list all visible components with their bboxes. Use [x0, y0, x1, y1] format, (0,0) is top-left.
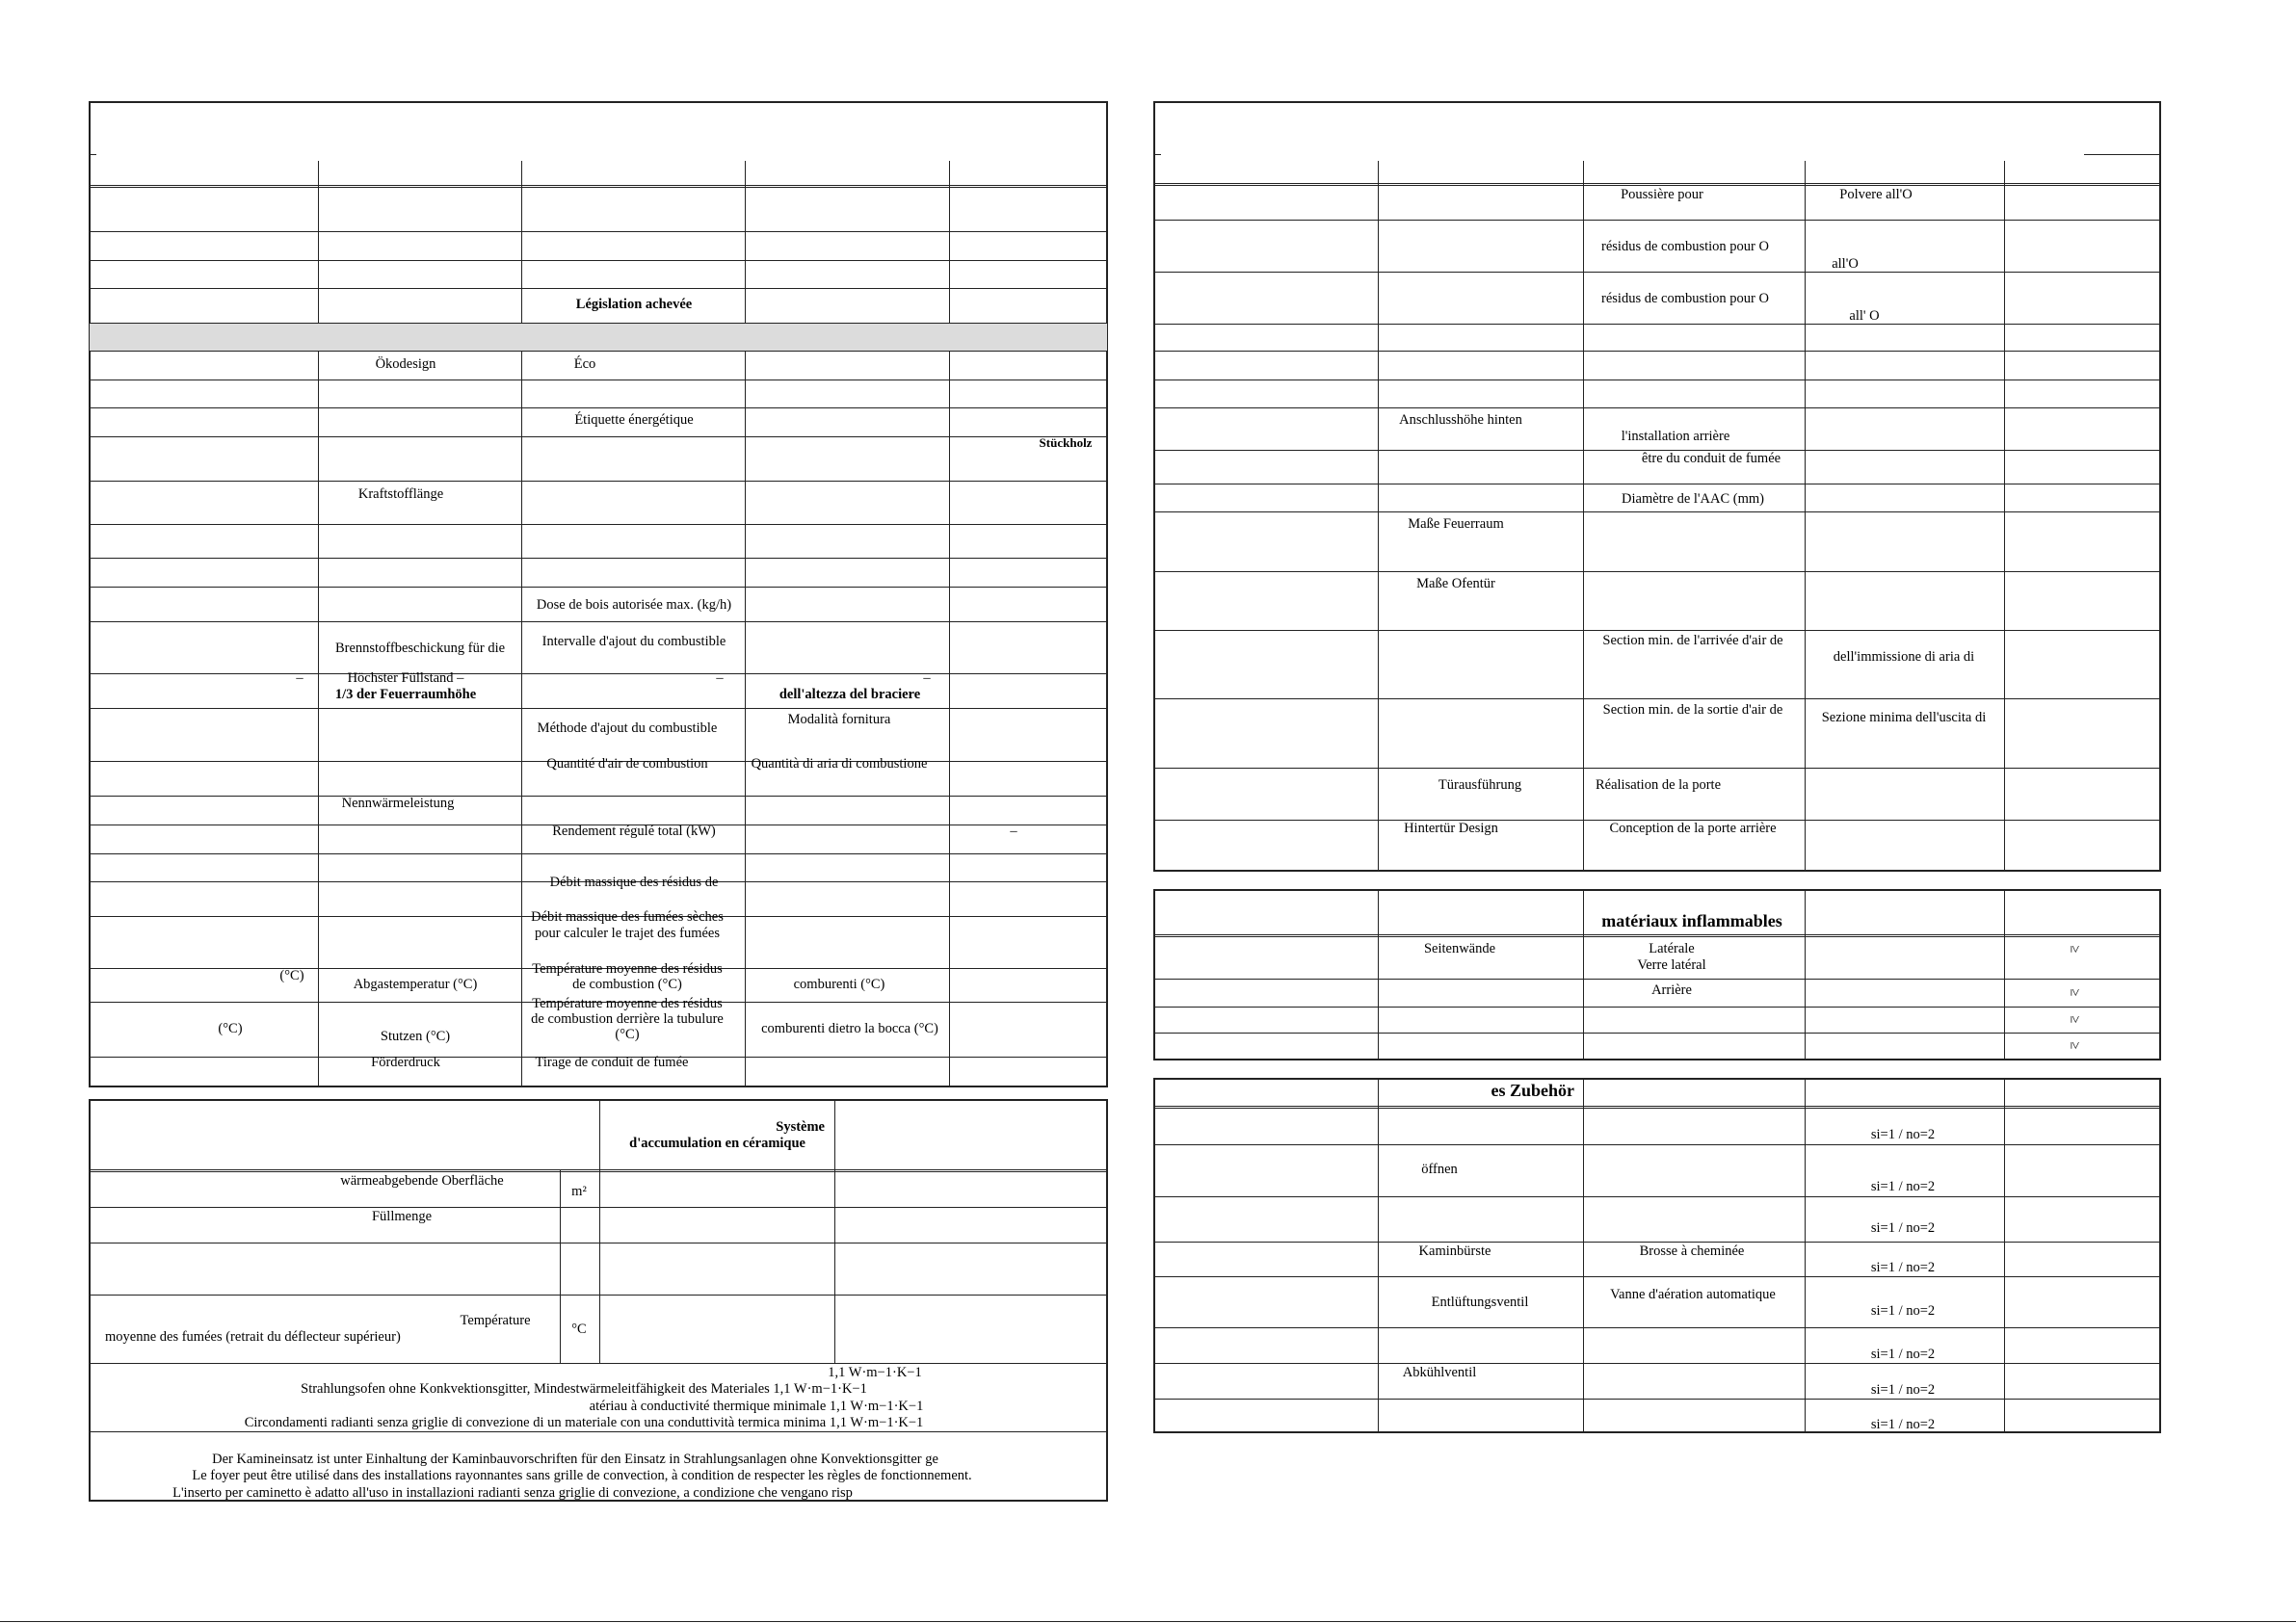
row-divider	[1153, 934, 2161, 937]
col-divider	[1583, 889, 1584, 1060]
row-divider	[89, 708, 1108, 709]
col-divider	[834, 1099, 835, 1363]
row-divider	[1153, 979, 2161, 980]
yes-no-option: si=1 / no=2	[1870, 1127, 1936, 1142]
legislation-label: Législation achevée	[575, 297, 693, 312]
row-divider	[1153, 698, 2161, 699]
systeme-line2: d'accumulation en céramique	[629, 1136, 805, 1151]
kraftstofflange-label: Kraftstofflänge	[357, 486, 444, 502]
temp-moy-line1: Température moyenne des résidus	[532, 961, 723, 977]
row-divider	[89, 1431, 1108, 1432]
systeme-line1: Système	[776, 1119, 825, 1135]
stutzen-label: Stutzen (°C)	[380, 1029, 451, 1044]
unit-celsius: °C	[571, 1322, 587, 1337]
col-divider	[599, 1170, 600, 1363]
conception-label: Conception de la porte arrière	[1609, 821, 1777, 836]
row-divider	[89, 323, 1108, 324]
row-divider	[89, 1363, 1108, 1364]
ge-symbol: ≥	[2067, 945, 2083, 954]
left-bottom-table	[89, 1099, 1108, 1502]
temp-moy2-line2: de combustion derrière la tubulure	[531, 1011, 724, 1027]
col-divider	[318, 161, 319, 1087]
temp-moy2-line3: (°C)	[615, 1027, 640, 1042]
sezione-uscita-label: Sezione minima dell'uscita di	[1821, 710, 1987, 725]
temperature-label: Température	[460, 1313, 531, 1328]
yes-no-option: si=1 / no=2	[1870, 1179, 1936, 1194]
row-divider	[89, 407, 1108, 408]
kaminburste-label: Kaminbürste	[1418, 1243, 1491, 1259]
row-divider	[89, 673, 1108, 674]
debit-fumees-line2: pour calculer le trajet des fumées	[534, 926, 721, 941]
dash: –	[923, 670, 931, 686]
row-divider	[1153, 407, 2161, 408]
row-divider	[1153, 1327, 2161, 1328]
ge-symbol: ≥	[2067, 988, 2083, 997]
row-divider	[1153, 1106, 2161, 1109]
row-divider	[1153, 220, 2161, 221]
ge-symbol: ≥	[2067, 1041, 2083, 1050]
offnen-label: öffnen	[1421, 1162, 1458, 1177]
turausfuhrung-label: Türausführung	[1438, 777, 1522, 793]
laterale-label: Latérale	[1649, 941, 1695, 956]
masse-ofentur-label: Maße Ofentür	[1416, 576, 1495, 591]
dash: –	[1010, 824, 1017, 839]
all-o-label: all'O	[1832, 256, 1859, 272]
row-divider	[1153, 768, 2161, 769]
okodesign-label: Ökodesign	[375, 356, 436, 372]
col-divider	[1378, 1078, 1379, 1433]
brennstoff-label: Brennstoffbeschickung für die	[334, 641, 506, 656]
forderdruck-label: Förderdruck	[371, 1055, 440, 1070]
temp-moy-line2: de combustion (°C)	[572, 977, 682, 992]
moyenne-label: moyenne des fumées (retrait du déflecteur supérieur)	[105, 1329, 401, 1345]
row-divider	[89, 231, 1108, 232]
abgastemp-label: Abgastemperatur (°C)	[353, 977, 478, 992]
entluftung-label: Entlüftungsventil	[1431, 1295, 1529, 1310]
row-divider	[89, 558, 1108, 559]
footer-line1: Der Kamineinsatz ist unter Einhaltung der Kaminbauvorschriften für den Einsatz in Strahlungsanlagen ohne Konvektionsgitter ge	[212, 1452, 938, 1467]
eco-label: Éco	[573, 356, 596, 372]
col-divider	[599, 1099, 600, 1170]
yes-no-option: si=1 / no=2	[1870, 1220, 1936, 1236]
row-divider	[1153, 1363, 2161, 1364]
methode-label: Méthode d'ajout du combustible	[537, 720, 718, 736]
row-divider	[89, 481, 1108, 482]
row-divider	[89, 436, 1108, 437]
row-divider	[1153, 1144, 2161, 1145]
col-divider	[560, 1170, 561, 1363]
row-divider	[89, 587, 1108, 588]
etiquette-label: Étiquette énergétique	[574, 412, 694, 428]
row-divider	[89, 260, 1108, 261]
realisation-label: Réalisation de la porte	[1595, 777, 1722, 793]
etre-conduit-label: être du conduit de fumée	[1641, 451, 1781, 466]
col-divider	[1805, 889, 1806, 1060]
col-divider	[1805, 1078, 1806, 1433]
col-divider	[1378, 161, 1379, 872]
yes-no-option: si=1 / no=2	[1870, 1347, 1936, 1362]
row-divider	[89, 1169, 1108, 1172]
col-divider	[1583, 1078, 1584, 1433]
brosse-label: Brosse à cheminée	[1639, 1243, 1745, 1259]
arriere-label: Arrière	[1651, 982, 1692, 998]
col-divider	[2004, 889, 2005, 1060]
quantite-air-label: Quantité d'air de combustion	[546, 756, 708, 772]
fullmenge-label: Füllmenge	[371, 1209, 433, 1224]
hochster-line2: 1/3 der Feuerraumhöhe	[334, 687, 477, 702]
row-divider	[1153, 351, 2161, 352]
row-divider	[89, 853, 1108, 854]
tirage-label: Tirage de conduit de fumée	[535, 1055, 689, 1070]
row-divider	[1153, 272, 2161, 273]
col-divider	[2004, 161, 2005, 872]
comburenti-label: comburenti (°C)	[793, 977, 885, 992]
row-divider	[1153, 1196, 2161, 1197]
note-line2: Strahlungsofen ohne Konkvektionsgitter, Mindestwärmeleitfähigkeit des Materiales 1,1 W·m−1·K−1	[301, 1381, 867, 1397]
note-line3: atériau à conductivité thermique minimale 1,1 W·m−1·K−1	[589, 1399, 924, 1414]
yes-no-option: si=1 / no=2	[1870, 1382, 1936, 1398]
materiaux-heading: matériaux inflammables	[1601, 911, 1782, 930]
col-divider	[1805, 161, 1806, 872]
residus-label: résidus de combustion pour O	[1601, 239, 1769, 254]
dash: –	[296, 670, 303, 686]
section-sortie-label: Section min. de la sortie d'air de	[1602, 702, 1783, 718]
section-arrivee-label: Section min. de l'arrivée d'air de	[1602, 633, 1783, 648]
dose-bois-label: Dose de bois autorisée max. (kg/h)	[536, 597, 732, 613]
row-divider	[89, 154, 96, 155]
ge-symbol: ≥	[2067, 1015, 2083, 1024]
immissione-label: dell'immissione di aria di	[1833, 649, 1975, 665]
installation-label: l'installation arrière	[1621, 429, 1730, 444]
row-divider	[89, 351, 1108, 352]
row-divider	[89, 1207, 1108, 1208]
row-divider	[1153, 1399, 2161, 1400]
temp-moy2-line1: Température moyenne des résidus	[532, 996, 723, 1011]
col-divider	[521, 161, 522, 1087]
row-divider	[89, 524, 1108, 525]
note-line4: Circondamenti radianti senza griglie di convezione di un materiale con una conduttività termica minima 1,1 W·m−1·K−1	[244, 1415, 924, 1430]
unit-m2: m²	[571, 1184, 587, 1199]
residus-label: résidus de combustion pour O	[1601, 291, 1769, 306]
diametre-label: Diamètre de l'AAC (mm)	[1622, 491, 1764, 507]
comburenti-dietro-label: comburenti dietro la bocca (°C)	[761, 1021, 938, 1036]
modalita-label: Modalità fornitura	[787, 712, 891, 727]
nennwarme-label: Nennwärmeleistung	[341, 796, 455, 811]
col-divider	[949, 161, 950, 1087]
braciere-label: dell'altezza del braciere	[779, 687, 921, 702]
footer-line3: L'inserto per caminetto è adatto all'uso in installazioni radianti senza griglie di convezione, a condizione che vengano risp	[172, 1485, 853, 1501]
row-divider	[89, 185, 1108, 188]
anschluss-label: Anschlusshöhe hinten	[1399, 412, 1522, 428]
yes-no-option: si=1 / no=2	[1870, 1260, 1936, 1275]
unit-celsius: (°C)	[218, 1021, 243, 1036]
all-o-label: all' O	[1849, 308, 1880, 324]
row-divider	[89, 288, 1108, 289]
row-divider	[1153, 1007, 2161, 1008]
right-top-table	[1153, 101, 2161, 872]
row-divider	[1153, 324, 2161, 325]
polvere-label: Polvere all'O	[1839, 187, 1913, 202]
abkuhl-label: Abkühlventil	[1402, 1365, 1477, 1380]
footer-line2: Le foyer peut être utilisé dans des installations rayonnantes sans grille de convection, à condition de respecter les règles de fonctionnement.	[192, 1468, 972, 1483]
col-divider	[1583, 161, 1584, 872]
row-divider	[1153, 1033, 2161, 1034]
warmeabgebende-label: wärmeabgebende Oberfläche	[340, 1173, 504, 1189]
debit-residus-label: Débit massique des résidus de	[549, 875, 719, 890]
zubehor-heading: es Zubehör	[1491, 1081, 1574, 1100]
quantita-aria-label: Quantità di aria di combustione	[751, 756, 928, 772]
row-divider	[1153, 183, 2161, 186]
intervalle-label: Intervalle d'ajout du combustible	[541, 634, 726, 649]
row-divider	[89, 1295, 1108, 1296]
note-line1: 1,1 W·m−1·K−1	[828, 1365, 922, 1380]
yes-no-option: si=1 / no=2	[1870, 1417, 1936, 1432]
masse-feuerraum-label: Maße Feuerraum	[1408, 516, 1504, 532]
col-divider	[745, 161, 746, 1087]
row-divider	[1153, 630, 2161, 631]
row-divider	[1153, 571, 2161, 572]
hintertur-label: Hintertür Design	[1404, 821, 1498, 836]
row-divider	[1153, 154, 1161, 155]
debit-fumees-line1: Débit massique des fumées sèches	[531, 909, 724, 925]
stuckholz-label: Stückholz	[1039, 435, 1093, 450]
yes-no-option: si=1 / no=2	[1870, 1303, 1936, 1319]
row-divider	[1153, 1242, 2161, 1243]
hochster-line1: Höchster Füllstand –	[347, 670, 464, 686]
col-divider	[2004, 1078, 2005, 1433]
page-edge	[0, 1621, 2296, 1622]
seitenwande-label: Seitenwände	[1423, 941, 1496, 956]
vanne-label: Vanne d'aération automatique	[1610, 1287, 1776, 1302]
poussiere-label: Poussière pour	[1621, 187, 1703, 202]
row-divider	[89, 796, 1108, 797]
section-band	[90, 323, 1107, 351]
col-divider	[1378, 889, 1379, 1060]
dash: –	[716, 670, 724, 686]
row-divider	[2084, 154, 2161, 155]
row-divider	[89, 621, 1108, 622]
row-divider	[1153, 511, 2161, 512]
row-divider	[1153, 1276, 2161, 1277]
rendement-label: Rendement régulé total (kW)	[552, 824, 716, 839]
verre-lateral-label: Verre latéral	[1637, 957, 1706, 973]
unit-celsius: (°C)	[279, 968, 304, 983]
